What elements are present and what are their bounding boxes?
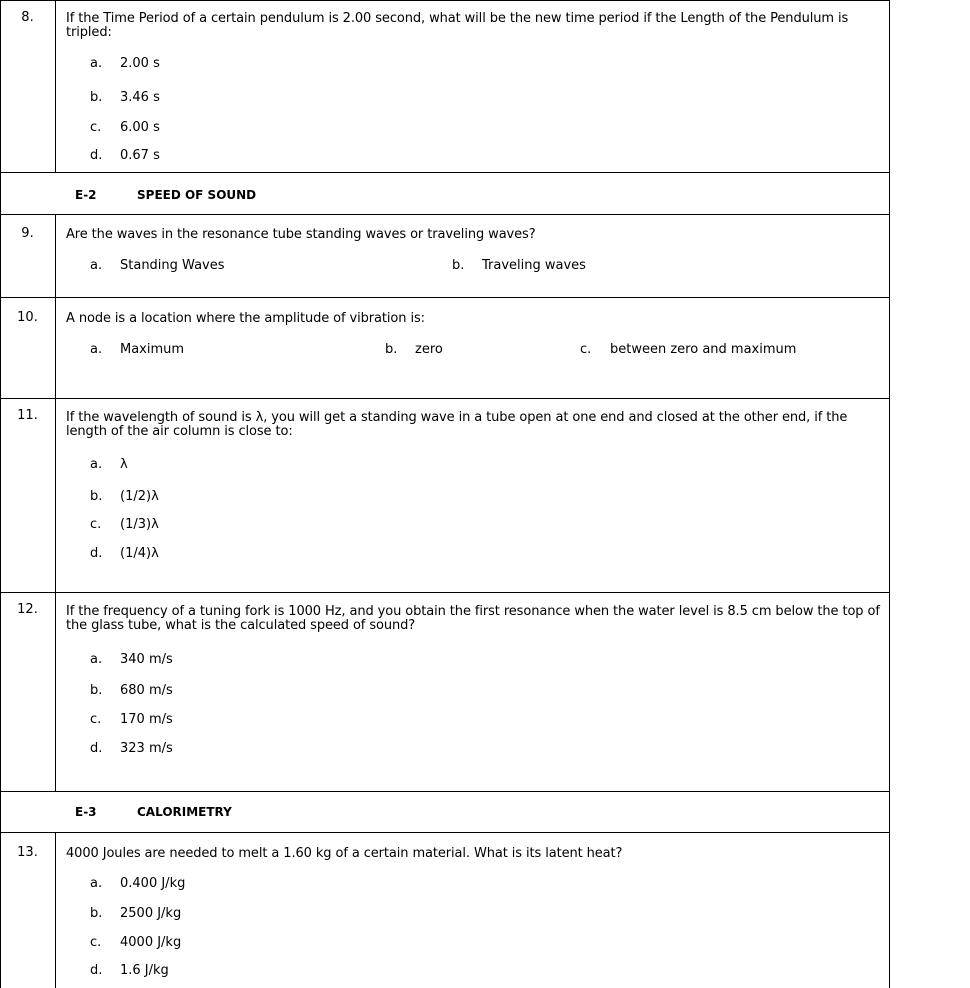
option-text: 2.00 s xyxy=(120,56,160,71)
option-item xyxy=(90,546,159,562)
option-letter: b. xyxy=(90,906,103,921)
option-text: 6.00 s xyxy=(120,120,160,135)
option-letter: a. xyxy=(90,652,103,667)
option-letter: b. xyxy=(90,683,103,698)
section-code: E-2 xyxy=(75,188,97,202)
option-text: Standing Waves xyxy=(120,258,225,273)
row-divider xyxy=(0,172,890,173)
question-number: 13. xyxy=(17,845,38,860)
option-item xyxy=(90,489,159,505)
option-item xyxy=(580,342,796,358)
row-divider xyxy=(0,214,890,215)
option-letter: a. xyxy=(90,56,103,71)
option-text: 2500 J/kg xyxy=(120,906,182,921)
option-item xyxy=(90,741,173,757)
option-item xyxy=(90,963,169,979)
option-item xyxy=(90,712,173,728)
option-text: (1/2)λ xyxy=(120,489,159,504)
option-item xyxy=(90,148,160,164)
option-letter: d. xyxy=(90,963,103,978)
option-letter: d. xyxy=(90,546,103,561)
table-left-border xyxy=(0,0,1,988)
option-item xyxy=(90,258,225,274)
option-letter: d. xyxy=(90,148,103,163)
option-letter: b. xyxy=(90,489,103,504)
row-divider xyxy=(0,297,890,298)
option-item xyxy=(90,342,184,358)
option-text: Traveling waves xyxy=(482,258,586,273)
option-letter: c. xyxy=(580,342,592,357)
question-text: 4000 Joules are needed to melt a 1.60 kg of a certain material. What is its latent heat? xyxy=(66,846,623,861)
option-text: λ xyxy=(120,457,128,472)
option-text: between zero and maximum xyxy=(610,342,797,357)
column-divider xyxy=(55,0,56,172)
option-letter: a. xyxy=(90,457,103,472)
row-divider xyxy=(0,592,890,593)
option-text: 680 m/s xyxy=(120,683,173,698)
option-letter: c. xyxy=(90,712,102,727)
question-text: Are the waves in the resonance tube standing waves or traveling waves? xyxy=(66,227,536,242)
option-letter: a. xyxy=(90,258,103,273)
question-number: 8. xyxy=(21,10,34,25)
option-text: 1.6 J/kg xyxy=(120,963,169,978)
row-divider xyxy=(0,791,890,792)
option-item xyxy=(90,517,159,533)
option-text: 0.400 J/kg xyxy=(120,876,186,891)
option-text: 323 m/s xyxy=(120,741,173,756)
option-letter: b. xyxy=(385,342,398,357)
option-item xyxy=(90,652,173,668)
column-divider xyxy=(55,832,56,988)
option-text: zero xyxy=(415,342,443,357)
table-right-border xyxy=(889,0,890,988)
section-title: CALORIMETRY xyxy=(137,805,232,819)
option-text: 4000 J/kg xyxy=(120,935,182,950)
option-item xyxy=(90,935,181,951)
question-text: If the wavelength of sound is λ, you will get a standing wave in a tube open at one end and closed at the other end, if the length of the air column is close to: xyxy=(66,410,848,439)
option-item xyxy=(90,906,181,922)
option-letter: c. xyxy=(90,935,102,950)
option-item xyxy=(90,457,128,473)
option-text: (1/3)λ xyxy=(120,517,159,532)
option-letter: a. xyxy=(90,342,103,357)
section-code: E-3 xyxy=(75,805,97,819)
option-text: 340 m/s xyxy=(120,652,173,667)
option-letter: c. xyxy=(90,517,102,532)
question-number: 12. xyxy=(17,602,38,617)
row-divider xyxy=(0,832,890,833)
option-item xyxy=(90,90,160,106)
question-text: If the Time Period of a certain pendulum is 2.00 second, what will be the new time period if the Length of the Pendulum is tripled: xyxy=(66,11,849,40)
option-item xyxy=(90,683,173,699)
option-letter: c. xyxy=(90,120,102,135)
option-text: (1/4)λ xyxy=(120,546,159,561)
question-number: 11. xyxy=(17,408,38,423)
question-text: A node is a location where the amplitude of vibration is: xyxy=(66,311,425,326)
section-title: SPEED OF SOUND xyxy=(137,188,257,202)
option-text: 0.67 s xyxy=(120,148,160,163)
option-item xyxy=(90,56,160,72)
option-item xyxy=(90,876,185,892)
option-item xyxy=(90,120,160,136)
option-text: 3.46 s xyxy=(120,90,160,105)
question-text: If the frequency of a tuning fork is 1000 Hz, and you obtain the first resonance when the water level is 8.5 cm below the top of the glass tube, what is the calculated speed of sound? xyxy=(66,604,880,633)
option-item xyxy=(452,258,586,274)
option-item xyxy=(385,342,443,358)
option-text: Maximum xyxy=(120,342,185,357)
row-divider xyxy=(0,0,890,1)
question-number: 9. xyxy=(21,226,34,241)
option-letter: a. xyxy=(90,876,103,891)
option-letter: d. xyxy=(90,741,103,756)
option-letter: b. xyxy=(452,258,465,273)
option-text: 170 m/s xyxy=(120,712,173,727)
row-divider xyxy=(0,398,890,399)
option-letter: b. xyxy=(90,90,103,105)
column-divider xyxy=(55,214,56,791)
question-number: 10. xyxy=(17,310,38,325)
